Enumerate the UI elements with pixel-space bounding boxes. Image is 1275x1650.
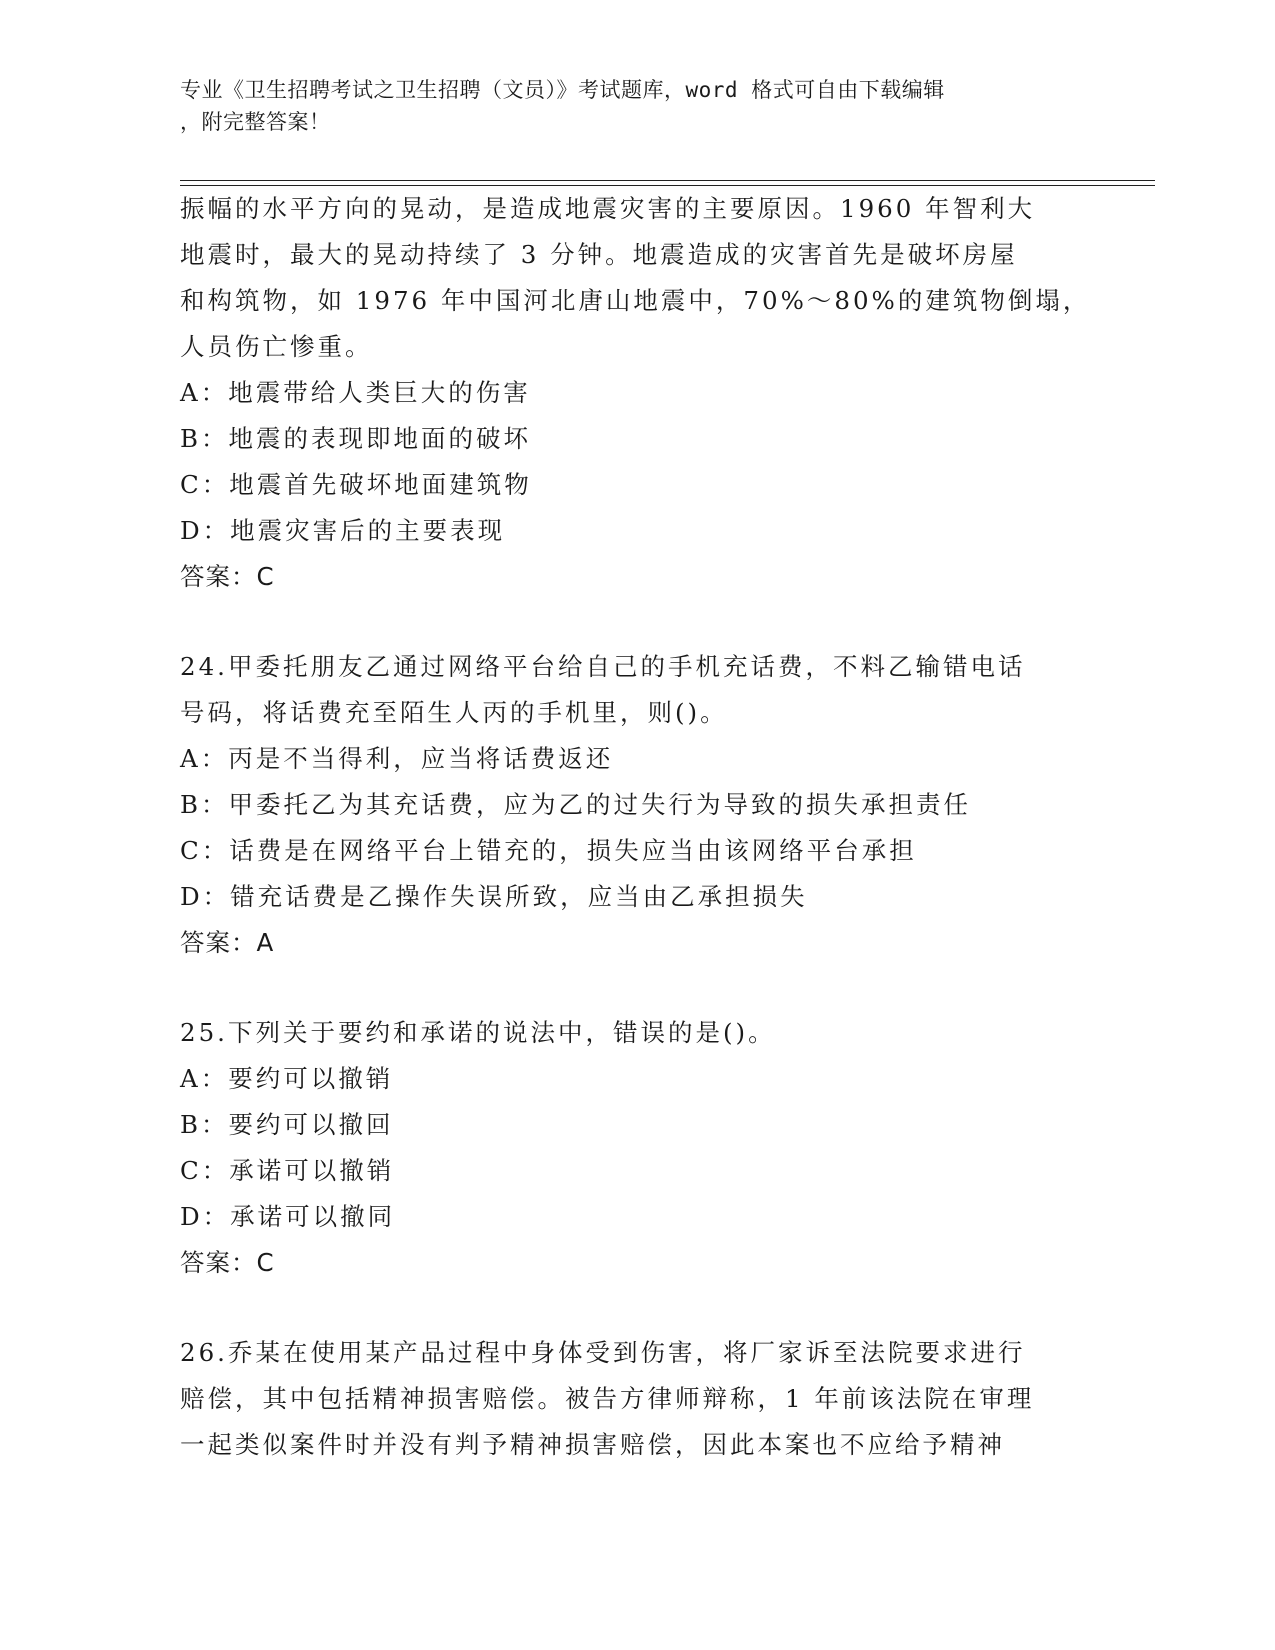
- option-d: D：错充话费是乙操作失误所致，应当由乙承担损失: [180, 882, 808, 911]
- question-text-line: 赔偿，其中包括精神损害赔偿。被告方律师辩称，1 年前该法院在审理: [180, 1384, 1035, 1413]
- question-26: [180, 1330, 1080, 1468]
- question-text-line: 和构筑物，如 1976 年中国河北唐山地震中，70%～80%的建筑物倒塌，: [180, 286, 1091, 315]
- option-a: A：要约可以撤销: [180, 1064, 394, 1093]
- option-a: A：地震带给人类巨大的伤害: [180, 378, 531, 407]
- option-b: B：地震的表现即地面的破坏: [180, 424, 532, 453]
- spacer: [180, 1286, 1080, 1330]
- answer-label: 答案：A: [180, 928, 275, 957]
- option-b: B：要约可以撤回: [180, 1110, 394, 1139]
- question-23-continuation: [180, 186, 1091, 600]
- option-c: C：话费是在网络平台上错充的，损失应当由该网络平台承担: [180, 836, 917, 865]
- answer-label: 答案：C: [180, 1248, 275, 1277]
- question-text-line: 人员伤亡惨重。: [180, 332, 373, 361]
- header-line-2: ，附完整答案！: [180, 110, 331, 134]
- document-header: [180, 74, 1080, 138]
- document-body: [180, 186, 1091, 1468]
- header-divider-top: [180, 180, 1155, 181]
- spacer: [180, 600, 1080, 644]
- question-25: [180, 1010, 1080, 1286]
- question-text-line: 号码，将话费充至陌生人丙的手机里，则()。: [180, 698, 728, 727]
- question-text-line: 24.甲委托朋友乙通过网络平台给自己的手机充话费，不料乙输错电话: [180, 652, 1026, 681]
- question-text-line: 一起类似案件时并没有判予精神损害赔偿，因此本案也不应给予精神: [180, 1430, 1005, 1459]
- option-a: A：丙是不当得利，应当将话费返还: [180, 744, 614, 773]
- option-b: B：甲委托乙为其充话费，应为乙的过失行为导致的损失承担责任: [180, 790, 972, 819]
- option-c: C：承诺可以撤销: [180, 1156, 395, 1185]
- header-line-1: 专业《卫生招聘考试之卫生招聘（文员）》考试题库，word 格式可自由下载编辑: [180, 78, 945, 102]
- question-text-line: 26.乔某在使用某产品过程中身体受到伤害，将厂家诉至法院要求进行: [180, 1338, 1026, 1367]
- option-d: D：承诺可以撤同: [180, 1202, 396, 1231]
- question-text-line: 地震时，最大的晃动持续了 3 分钟。地震造成的灾害首先是破坏房屋: [180, 240, 1018, 269]
- question-24: [180, 644, 1080, 966]
- spacer: [180, 966, 1080, 1010]
- option-c: C：地震首先破坏地面建筑物: [180, 470, 532, 499]
- answer-label: 答案：C: [180, 562, 275, 591]
- option-d: D：地震灾害后的主要表现: [180, 516, 506, 545]
- question-text-line: 振幅的水平方向的晃动，是造成地震灾害的主要原因。1960 年智利大: [180, 194, 1036, 223]
- question-text-line: 25.下列关于要约和承诺的说法中，错误的是()。: [180, 1018, 776, 1047]
